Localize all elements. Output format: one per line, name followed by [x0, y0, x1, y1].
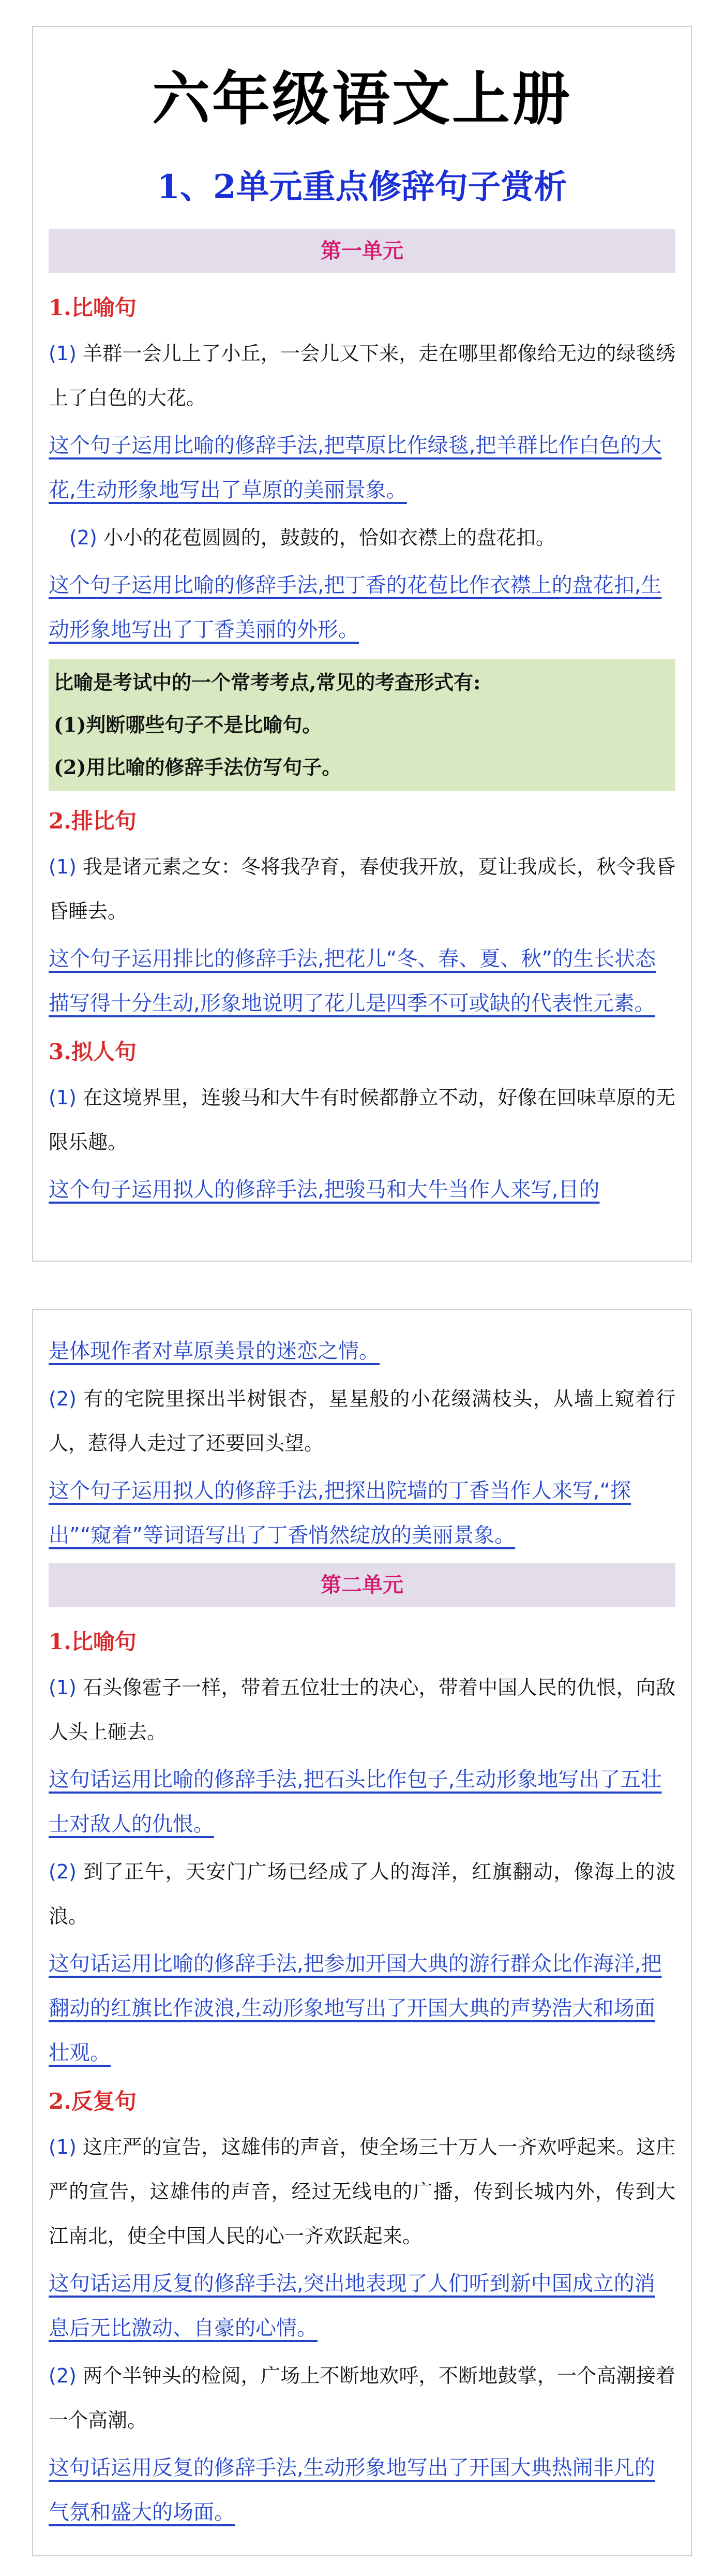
unit-2-band: 第二单元 — [49, 1563, 675, 1607]
example-number: (1) — [49, 855, 77, 878]
example-number: (2) — [49, 2364, 77, 2387]
analysis-text: 这句话运用反复的修辞手法,突出地表现了人们听到新中国成立的消息后无比激动、自豪的心情。 — [49, 2272, 655, 2340]
section-personification-heading: 3.拟人句 — [49, 1039, 137, 1064]
example-text: 在这境界里，连骏马和大牛有时候都静立不动，好像在回味草原的无限乐趣。 — [49, 1086, 675, 1153]
section-metaphor-heading: 1.比喻句 — [49, 295, 137, 320]
example-text: 两个半钟头的检阅，广场上不断地欢呼，不断地鼓掌，一个高潮接着一个高潮。 — [49, 2364, 675, 2432]
analysis-text: 这个句子运用比喻的修辞手法,把丁香的花苞比作衣襟上的盘花扣,生动形象地写出了丁香美丽的外形。 — [49, 573, 662, 642]
analysis-text: 这个句子运用排比的修辞手法,把花儿“冬、春、夏、秋”的生长状态描写得十分生动,形象地说明了花儿是四季不可或缺的代表性元素。 — [49, 947, 656, 1015]
example-sentence — [49, 1665, 675, 1754]
analysis-text: 这个句子运用比喻的修辞手法,把草原比作绿毯,把羊群比作白色的大花,生动形象地写出了草原的美丽景象。 — [49, 434, 662, 502]
example-number: (2) — [49, 1860, 77, 1883]
example-sentence — [49, 845, 675, 934]
note-line: 比喻是考试中的一个常考考点,常见的考查形式有: — [54, 671, 481, 694]
example-text: 我是诸元素之女：冬将我孕育，春使我开放，夏让我成长，秋令我昏昏睡去。 — [49, 855, 675, 923]
example-number: (2) — [69, 526, 97, 549]
example-sentence — [49, 331, 675, 420]
analysis-text: 这个句子运用拟人的修辞手法,把骏马和大牛当作人来写,目的 — [49, 1178, 600, 1202]
example-number: (2) — [49, 1387, 77, 1410]
analysis-text: 这个句子运用拟人的修辞手法,把探出院墙的丁香当作人来写,“探出”“窥着”等词语写出了丁香悄然绽放的美丽景象。 — [49, 1479, 631, 1547]
section-metaphor-heading: 1.比喻句 — [49, 1629, 137, 1654]
page-2 — [32, 1309, 692, 2556]
analysis-text: 这句话运用比喻的修辞手法,把石头比作包子,生动形象地写出了五壮士对敌人的仇恨。 — [49, 1768, 662, 1836]
example-sentence — [49, 1075, 675, 1164]
example-number: (1) — [49, 342, 77, 365]
analysis-text: 是体现作者对草原美景的迷恋之情。 — [49, 1339, 380, 1363]
analysis-text: 这句话运用反复的修辞手法,生动形象地写出了开国大典热闹非凡的气氛和盛大的场面。 — [49, 2456, 655, 2524]
example-number: (1) — [49, 1086, 77, 1109]
example-sentence — [49, 515, 675, 560]
example-number: (1) — [49, 2136, 77, 2158]
section-repetition-heading: 2.反复句 — [49, 2089, 137, 2114]
example-text: 有的宅院里探出半树银杏，星星般的小花缀满枝头，从墙上窥着行人，惹得人走过了还要回头望。 — [49, 1387, 675, 1455]
example-text: 到了正午，天安门广场已经成了人的海洋，红旗翻动，像海上的波浪。 — [49, 1860, 675, 1928]
subtitle: 1、2单元重点修辞句子赏析 — [157, 168, 567, 206]
section-parallelism-heading: 2.排比句 — [49, 808, 137, 834]
example-text: 这庄严的宣告，这雄伟的声音，使全场三十万人一齐欢呼起来。这庄严的宣告，这雄伟的声音，经过无线电的广播，传到长城内外，传到大江南北，使全中国人民的心一齐欢跃起来。 — [49, 2136, 675, 2247]
example-sentence — [49, 2125, 675, 2258]
analysis-text: 这句话运用比喻的修辞手法,把参加开国大典的游行群众比作海洋,把翻动的红旗比作波浪,生动形象地写出了开国大典的声势浩大和场面壮观。 — [49, 1952, 662, 2065]
main-title: 六年级语文上册 — [152, 65, 572, 133]
exam-note — [49, 659, 675, 791]
example-sentence — [49, 1376, 675, 1465]
page-1 — [32, 26, 692, 1262]
note-line: (2)用比喻的修辞手法仿写句子。 — [54, 756, 342, 779]
note-line: (1)判断哪些句子不是比喻句。 — [54, 713, 322, 736]
example-sentence — [49, 2353, 675, 2442]
example-text: 小小的花苞圆圆的，鼓鼓的，恰如衣襟上的盘花扣。 — [103, 526, 555, 549]
unit-1-band: 第一单元 — [49, 229, 675, 273]
example-number: (1) — [49, 1676, 77, 1699]
example-text: 石头像雹子一样，带着五位壮士的决心，带着中国人民的仇恨，向敌人头上砸去。 — [49, 1676, 675, 1743]
example-text: 羊群一会儿上了小丘，一会儿又下来，走在哪里都像给无边的绿毯绣上了白色的大花。 — [49, 342, 675, 409]
example-sentence — [49, 1849, 675, 1938]
